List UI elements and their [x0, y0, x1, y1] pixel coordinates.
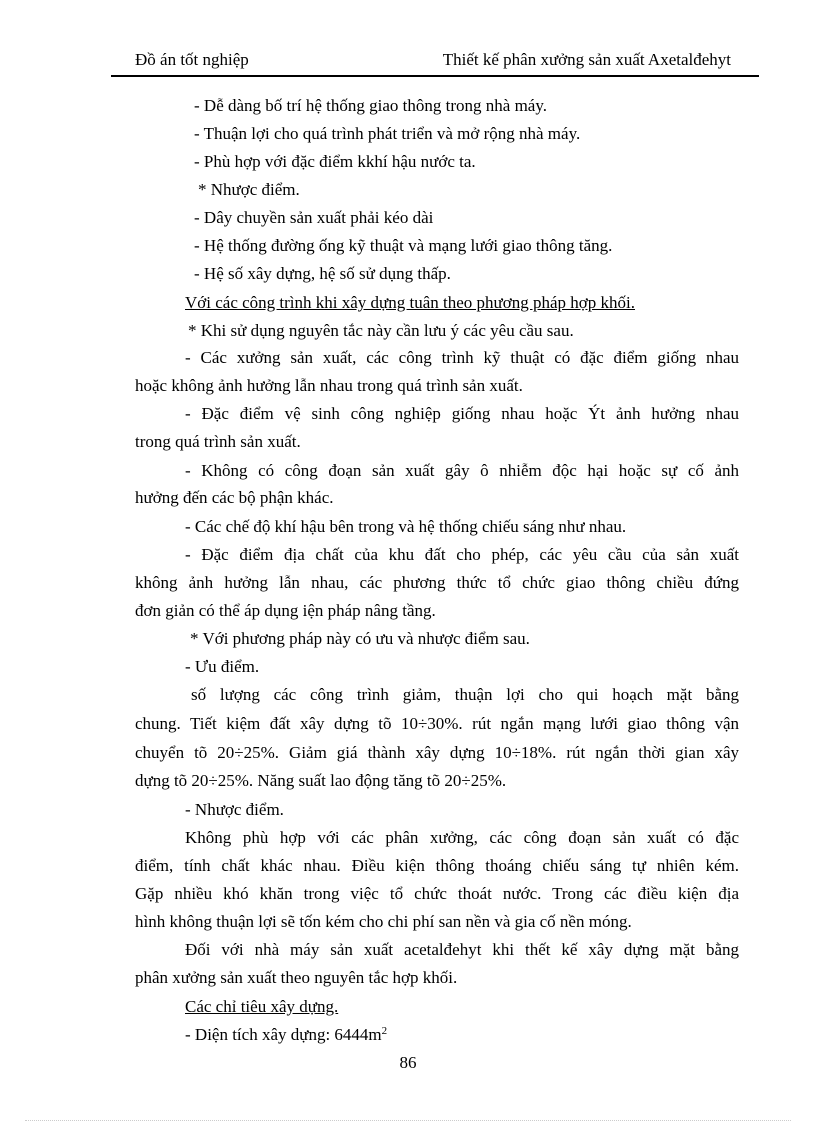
text-line: hưởng đến các bộ phận khác. — [135, 488, 334, 507]
text-line: điểm, tính chất khác nhau. Điều kiện thông thoáng chiếu sáng tự nhiên kém. — [135, 856, 739, 875]
text-line: * Khi sử dụng nguyên tắc này cần lưu ý các yêu cầu sau. — [188, 321, 574, 340]
text-line: - Đặc điểm địa chất của khu đất cho phép, các yêu cầu của sản xuất — [185, 545, 739, 564]
section-heading: Với các công trình khi xây dựng tuân theo phương pháp hợp khối. — [185, 293, 636, 312]
text-line: - Phù hợp với đặc điểm kkhí hậu nước ta. — [194, 152, 476, 171]
header-left-title: Đồ án tốt nghiệp — [135, 50, 249, 69]
text-line: chuyển tõ 20÷25%. Giảm giá thành xây dựng 10÷18%. rút ngắn thời gian xây — [135, 743, 739, 762]
page-header — [111, 50, 759, 74]
text-line: - Đặc điểm vệ sinh công nghiệp giống nhau hoặc Ýt ảnh hưởng nhau — [185, 404, 739, 423]
footer-divider — [25, 1120, 791, 1121]
text-line: số lượng các công trình giảm, thuận lợi cho qui hoạch mặt bằng — [191, 685, 739, 704]
text-line: - Nhược điểm. — [185, 800, 284, 819]
text-line: không ảnh hưởng lẫn nhau, các phương thức tổ chức giao thông chiều đứng — [135, 573, 739, 592]
text-line: - Dây chuyền sản xuất phải kéo dài — [194, 208, 434, 227]
section-heading: Các chỉ tiêu xây dựng. — [185, 997, 339, 1016]
text-line: - Thuận lợi cho quá trình phát triển và mở rộng nhà máy. — [194, 124, 581, 143]
text-line: * Với phương pháp này có ưu và nhược điểm sau. — [190, 629, 530, 648]
text-line: - Dễ dàng bố trí hệ thống giao thông trong nhà máy. — [194, 96, 547, 115]
text-line: - Các chế độ khí hậu bên trong và hệ thống chiếu sáng như nhau. — [185, 517, 627, 536]
text-line: * Nhược điểm. — [198, 180, 300, 199]
text-line: - Ưu điểm. — [185, 657, 260, 676]
text-line: - Hệ số xây dựng, hệ số sử dụng thấp. — [194, 264, 451, 283]
area-text: - Diện tích xây dựng: 6444m — [185, 1025, 382, 1044]
text-line: - Các xưởng sản xuất, các công trình kỹ thuật có đặc điểm giống nhau — [185, 348, 739, 367]
text-line: trong quá trình sản xuất. — [135, 432, 301, 451]
text-line: - Hệ thống đường ống kỹ thuật và mạng lưới giao thông tăng. — [194, 236, 613, 255]
text-line: hoặc không ảnh hưởng lẫn nhau trong quá trình sản xuất. — [135, 376, 523, 395]
text-line: Đối với nhà máy sản xuất acetalđehyt khi thết kế xây dựng mặt bằng — [185, 940, 739, 959]
text-line: chung. Tiết kiệm đất xây dựng tõ 10÷30%. rút ngắn mạng lưới giao thông vận — [135, 714, 739, 733]
header-divider — [111, 75, 759, 77]
text-line: hình không thuận lợi sẽ tốn kém cho chi phí san nền và gia cố nền móng. — [135, 912, 632, 931]
text-line: đơn giản có thể áp dụng iện pháp nâng tầng. — [135, 601, 436, 620]
text-line: dựng tõ 20÷25%. Năng suất lao động tăng tõ 20÷25%. — [135, 771, 507, 790]
text-line: - Không có công đoạn sản xuất gây ô nhiễm độc hại hoặc sự cố ảnh — [185, 461, 739, 480]
text-line — [185, 1025, 387, 1045]
text-line: Gặp nhiều khó khăn trong việc tổ chức thoát nước. Trong các điều kiện địa — [135, 884, 739, 903]
header-right-title: Thiết kế phân xưởng sản xuất Axetalđehyt — [442, 50, 731, 69]
page-number: 86 — [399, 1053, 417, 1072]
superscript: 2 — [381, 1025, 388, 1037]
text-line: phân xưởng sản xuất theo nguyên tắc hợp khối. — [135, 968, 458, 987]
text-line: Không phù hợp với các phân xưởng, các công đoạn sản xuất có đặc — [185, 828, 739, 847]
